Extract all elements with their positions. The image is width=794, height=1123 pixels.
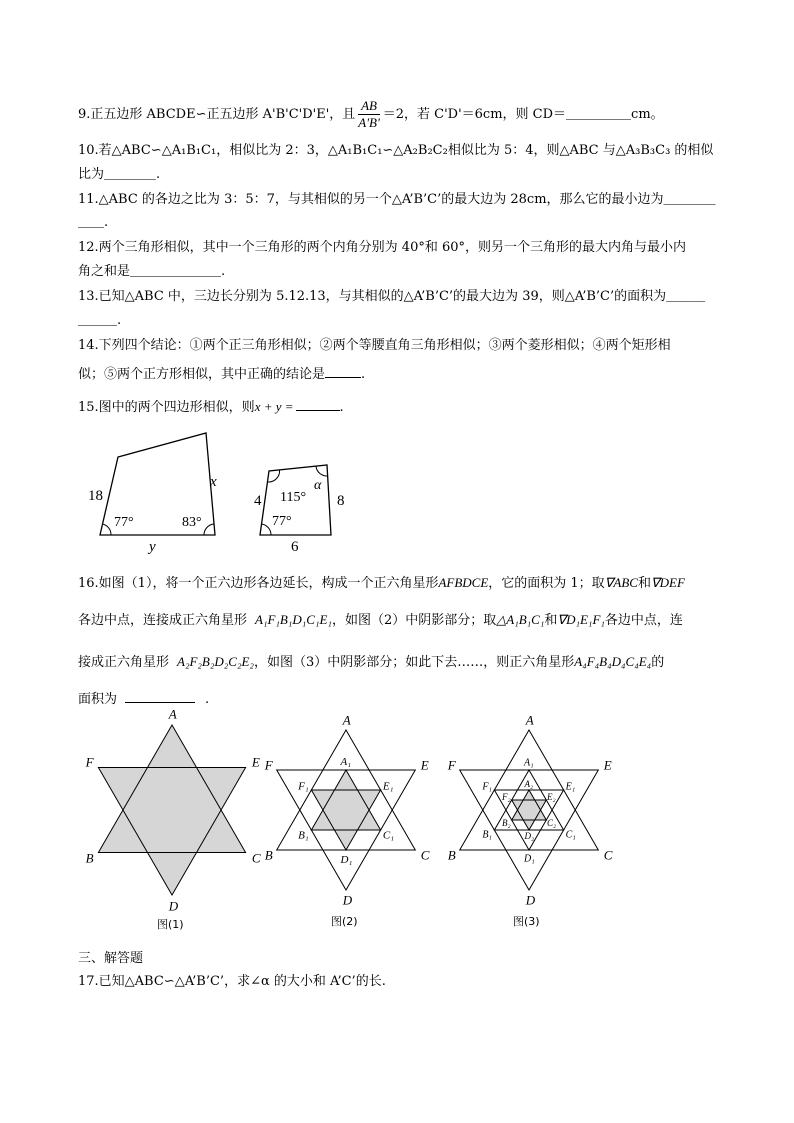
fig3-sub1-label-D₁: D₁ [524,853,535,865]
q15-quadrilateral-figure [80,425,360,560]
q16-line1-and: 和 [637,576,651,591]
fig1-label-E: E [251,754,260,770]
question-16-line3 [78,653,724,672]
figure-1 [85,707,261,914]
q16-triangle-abc: ∇ABC [604,575,638,590]
q15-text: 15.图中的两个四边形相似，则 [78,400,255,415]
fig1-label-B: B [85,850,94,866]
question-14-line1: 14.下列四个结论：①两个正三角形相似；②两个等腰直角三角形相似；③两个菱形相似；④两个矩形相 [78,338,671,353]
fig1-label-C: C [251,850,261,866]
right-angle-115-arc [268,470,280,482]
question-11-line2: ＿＿. [78,215,109,230]
question-16-line2 [78,611,724,630]
fig1-label-D: D [168,898,179,914]
fig2-label-C: C [420,847,430,863]
q16-triangle-a1b1c1: △A₁B₁C₁ [496,612,545,627]
q16-line2-and: 和 [544,613,558,628]
q15-end: . [339,400,344,415]
fig2-sub1-label-D₁: D₁ [340,853,353,866]
left-angle-77-arc [103,524,112,535]
section-3-title: 三、解答题 [78,951,144,966]
q16-line2-end: 各边中点，连 [604,613,683,628]
q16-star-4: A₄F₄B₄D₄C₄E₄ [574,654,652,669]
question-16-line1 [78,574,724,593]
fig3-sub1-label-E₁: E₁ [565,781,576,793]
right-angle-115-label: 115° [280,490,307,505]
fig3-sub1-label-F₁: F₁ [482,781,492,793]
q9-text-pre: 9.正五边形 ABCDE∽正五边形 A'B'C'D'E'，且 [78,107,356,122]
q16-triangle-def: ∇DEF [650,575,685,590]
question-12-line1: 12.两个三角形相似，其中一个三角形的两个内角分别为 40°和 60°，则另一个三角形的最大内角与最小内 [78,240,687,255]
right-angle-alpha-label: α [314,478,322,493]
left-angle-83-label: 83° [182,515,202,530]
q16-line4-end: . [205,692,210,707]
fig2-sub1-label-B₁: B₁ [298,829,309,842]
q9-fraction-numerator: AB [358,98,379,115]
q15-expression: x + y = [254,399,294,414]
q16-line3-end: 的 [651,655,665,670]
fig3-label-D: D [525,892,536,908]
hexagram-figures [0,706,794,940]
left-bottom-y-label: y [149,539,156,555]
left-right-x-label: x [210,474,217,490]
q16-line4-pre: 面积为 [78,692,118,707]
q9-text-post: ＝2，若 C'D'＝6cm，则 CD＝＿＿＿＿＿cm。 [382,107,664,122]
fig2-label-F: F [264,757,273,773]
q16-line1-pre: 16.如图（1），将一个正六边形各边延长，构成一个正六角星形 [78,576,439,591]
fig2-sub1-label-C₁: C₁ [382,829,395,842]
fig3-sub2-label-C₂: C₂ [547,818,557,829]
q14-text: 似；⑤两个正方形相似，其中正确的结论是 [78,367,326,382]
q16-line3-pre: 接成正六角星形 [78,655,170,670]
question-17: 17.已知△ABC∽△A’B’C’，求∠α 的大小和 A’C’的长. [78,974,386,989]
fig2-sub1-label-E₁: E₁ [382,780,394,793]
fig3-sub1-label-C₁: C₁ [565,829,576,841]
q16-star-2: A₂F₂B₂D₂C₂E₂ [177,654,254,669]
fig1-label-A: A [168,706,177,722]
fig3-sub2-label-A₂: A₂ [524,779,534,790]
right-side-4-label: 4 [254,493,262,509]
right-side-8-label: 8 [337,493,345,509]
fig3-sub2-label-B₂: B₂ [502,818,511,829]
q16-triangle-d1e1f1: ∇D₁E₁F₁ [557,612,605,627]
question-11-line1: 11.△ABC 的各边之比为 3：5：7，与其相似的另一个△A’B’C’的最大边为 28cm，那么它的最小边为＿＿＿＿ [78,192,716,207]
figure-3-caption: 图(3) [513,915,540,928]
q16-line3-mid: ，如图（3）中阴影部分；如此下去……，则正六角星形 [253,655,575,670]
q16-star-afbdce: AFBDCE [438,575,489,590]
figure-1-caption: 图(1) [157,918,184,931]
fig3-sub1-label-A₁: A₁ [524,757,534,769]
q16-line2-pre: 各边中点，连接成正六角星形 [78,613,248,628]
fig3-label-F: F [447,757,456,773]
fig3-label-C: C [603,847,613,863]
right-bottom-6-label: 6 [291,539,299,555]
question-13-line1: 13.已知△ABC 中，三边长分别为 5.12.13，与其相似的△A’B’C’的最大边为 39，则△A’B’C’的面积为＿＿＿ [78,289,706,304]
fig3-label-A: A [525,712,534,728]
right-angle-77-arc [262,524,272,535]
question-10-line2: 比为＿＿＿＿. [78,167,161,182]
fig2-label-A: A [342,712,351,728]
figure-2-caption: 图(2) [331,915,358,928]
q9-fraction-denominator: A'B' [358,115,380,130]
q14-end: . [361,367,366,382]
q14-answer-blank [325,365,361,378]
q16-line2-mid: ，如图（2）中阴影部分；取 [331,613,497,628]
q9-fraction [358,98,379,131]
fig2-label-B: B [264,847,273,863]
fig2-sub1-label-F₁: F₁ [298,780,309,793]
fig2-sub1-label-A₁: A₁ [340,755,352,768]
fig3-label-E: E [603,757,612,773]
fig2-label-E: E [420,757,429,773]
right-angle-alpha-arc [316,467,328,477]
q15-answer-blank [296,398,340,411]
question-14-line2 [78,365,724,384]
question-15 [78,398,724,417]
question-9 [78,98,724,131]
fig3-sub1-label-B₁: B₁ [482,829,492,841]
left-side-18-label: 18 [88,488,103,504]
fig2-label-D: D [342,892,353,908]
q16-answer-blank [125,690,195,703]
q16-line1-mid: ，它的面积为 1；取 [488,576,605,591]
left-angle-77-label: 77° [114,515,134,530]
fig1-label-F: F [85,754,94,770]
q16-star-1: A₁F₁B₁D₁C₁E₁ [255,612,332,627]
question-13-line2: ＿＿＿. [78,313,122,328]
figure-2 [264,713,430,908]
figure-3 [447,713,613,908]
left-angle-83-arc [204,524,214,535]
question-12-line2: 角之和是＿＿＿＿＿＿＿. [78,264,226,279]
fig3-sub2-label-D₂: D₂ [524,831,535,842]
fig3-sub2-label-F₂: F₂ [502,792,511,803]
fig3-sub2-label-E₂: E₂ [547,792,556,803]
fig3-label-B: B [447,847,456,863]
right-angle-77-label: 77° [272,514,292,529]
question-10-line1: 10.若△ABC∽△A₁B₁C₁，相似比为 2：3，△A₁B₁C₁∽△A₂B₂C₂相似比为 5：4，则△ABC 与△A₃B₃C₃ 的相似 [78,143,714,158]
